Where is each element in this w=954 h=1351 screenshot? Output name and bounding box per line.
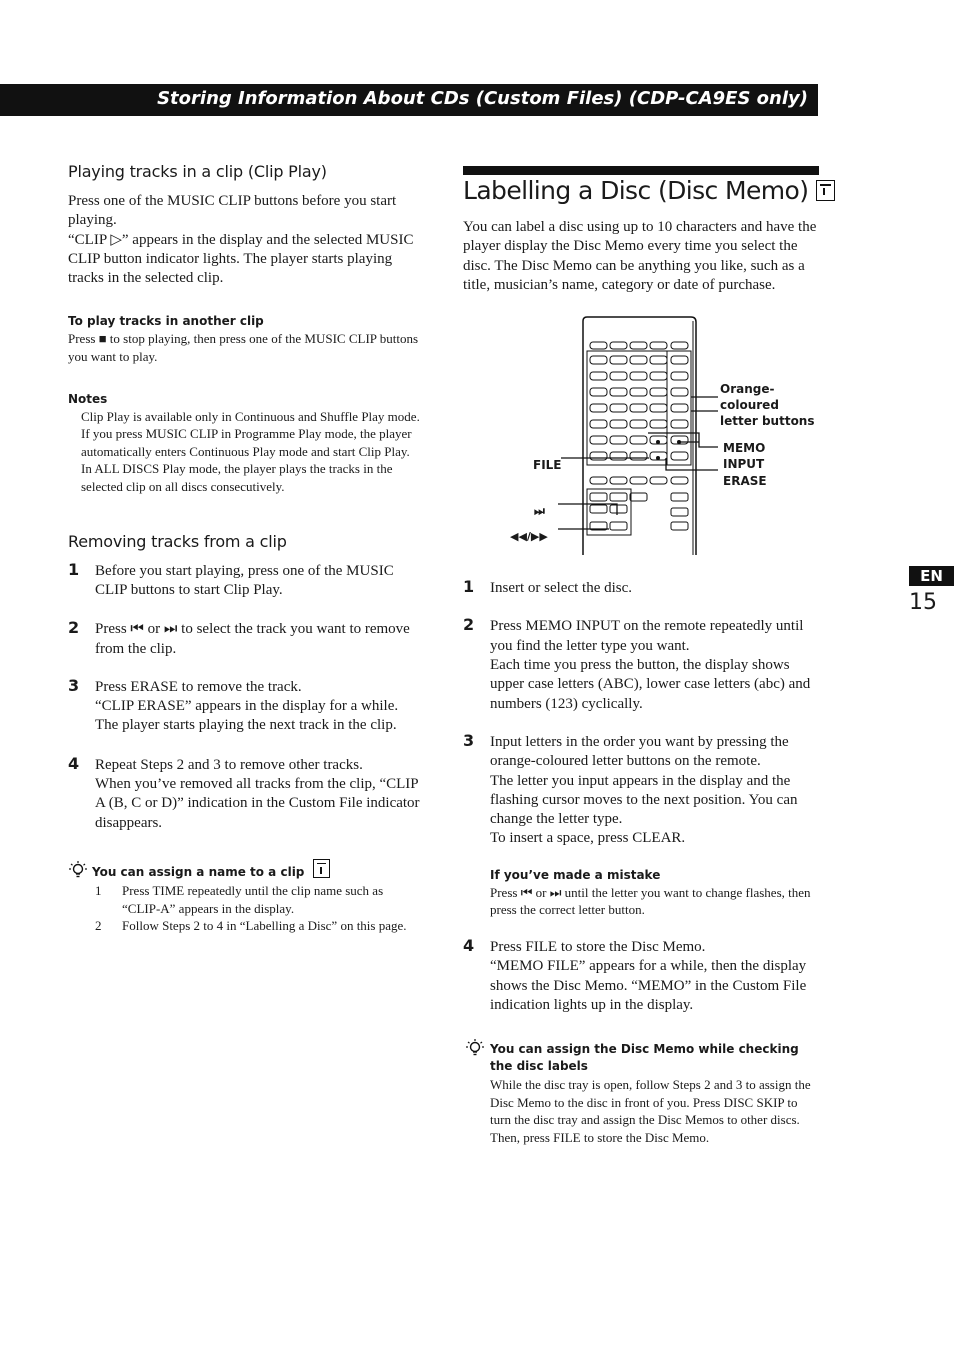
step-number: 2: [68, 618, 80, 638]
remote-button: [671, 404, 688, 412]
remote-button: [650, 388, 667, 396]
another-clip-text: Press ■ to stop playing, then press one of the MUSIC CLIP buttons you want to play.: [68, 331, 419, 365]
step-text: When you’ve removed all tracks from the clip, “CLIP A (B, C or D)” indication in the Custom File indicator disappears.: [95, 776, 420, 831]
remote-button: [630, 436, 647, 444]
rewind-forward-label: ◀◀/▶▶: [510, 530, 548, 544]
memo-input-label: MEMO INPUT: [723, 441, 766, 472]
disc-memo-step: [463, 579, 819, 598]
removing-step: [68, 620, 420, 659]
orange-buttons-label: Orange- coloured letter buttons: [720, 382, 815, 429]
clip-play-para2: “CLIP ▷” appears in the display and the selected MUSIC CLIP button indicator lights. The player starts playing tracks in the selected clip.: [68, 231, 414, 287]
remote-button: [650, 356, 667, 364]
step-text: Press ERASE to remove the track.: [95, 678, 302, 695]
removing-heading: Removing tracks from a clip: [68, 531, 287, 551]
removing-step: [68, 675, 420, 736]
step-text: Each time you press the button, the display shows upper case letters (ABC), lower case letters (abc) and numbers (123) cyclically.: [490, 657, 811, 712]
another-clip-heading: To play tracks in another clip: [68, 314, 264, 329]
page-number: 15: [909, 590, 937, 615]
lightbulb-icon: [465, 1038, 485, 1058]
remote-button: [610, 436, 627, 444]
tip-heading: You can assign the Disc Memo while checking the disc labels: [490, 1042, 799, 1074]
remote-button: [671, 388, 688, 396]
tip-list-item: 2 Follow Steps 2 to 4 in “Labelling a Disc” on this page.: [95, 918, 407, 934]
remote-button: [630, 452, 647, 460]
remote-button: [610, 452, 627, 460]
file-label: FILE: [533, 458, 562, 473]
remote-button: [590, 404, 607, 412]
step-number: 3: [68, 675, 80, 695]
remote-button: [590, 388, 607, 396]
remote-button: [610, 388, 627, 396]
remote-button: [610, 372, 627, 380]
erase-label: ERASE: [723, 474, 767, 489]
step-text: “CLIP ERASE” appears in the display for a while. The player starts playing the next track in the clip.: [95, 698, 399, 734]
step-number: 2: [463, 615, 475, 635]
removing-step: [68, 753, 420, 833]
notes-heading: Notes: [68, 391, 108, 406]
remote-button: [610, 420, 627, 428]
note-item: In ALL DISCS Play mode, the player plays the tracks in the selected clip on all discs consecutively.: [81, 461, 393, 495]
lightbulb-icon: [68, 860, 88, 880]
step-text: To insert a space, press CLEAR.: [490, 830, 686, 847]
section-banner: [0, 84, 818, 116]
tip-text: While the disc tray is open, follow Steps 2 and 3 to assign the Disc Memo to the disc in front of you. Press DISC SKIP to turn the disc tray and assign the Disc Memos to other discs. Then, press FILE to store the Disc Memo.: [490, 1077, 811, 1145]
remote-button: [610, 356, 627, 364]
remote-control-illustration: [463, 315, 819, 555]
disc-memo-step: [463, 730, 819, 849]
remote-button: [630, 404, 647, 412]
mistake-note: [463, 868, 819, 919]
step-number: 3: [463, 730, 475, 750]
mistake-heading: If you’ve made a mistake: [490, 867, 661, 882]
intro-text: You can label a disc using up to 10 characters and have the player display the Disc Memo every time you select the disc. The Disc Memo can be anything you like, such as a title, musician’s name, category or date of purchase.: [463, 219, 817, 293]
step-text: “MEMO FILE” appears for a while, then the display shows the Disc Memo. “MEMO” in the Custom File indication lights up in the display.: [490, 958, 807, 1013]
mistake-text: Press ⏮ or ⏭ until the letter you want to change flashes, then press the correct letter button.: [490, 884, 811, 918]
disc-memo-icon: [816, 180, 835, 201]
clip-play-para1: Press one of the MUSIC CLIP buttons before you start playing.: [68, 193, 397, 229]
remote-button: [650, 372, 667, 380]
next-label: ⏭: [534, 504, 545, 519]
disc-memo-tip: [463, 1041, 819, 1146]
tip-list-item: 1 Press TIME repeatedly until the clip name such as “CLIP-A” appears in the display.: [95, 882, 384, 916]
disc-memo-icon: [313, 859, 330, 878]
step-text: Input letters in the order you want by pressing the orange-coloured letter buttons on the remote.: [490, 733, 789, 770]
page-title: Labelling a Disc (Disc Memo): [463, 176, 809, 205]
remote-button: [671, 452, 688, 460]
step-text: Press ⏮ or ⏭ to select the track you want to remove from the clip.: [95, 621, 410, 657]
language-badge: EN: [909, 566, 954, 586]
remote-button: [590, 452, 607, 460]
remote-button: [590, 436, 607, 444]
clip-play-heading: Playing tracks in a clip (Clip Play): [68, 162, 327, 181]
right-column: [463, 166, 819, 1147]
remote-button: [630, 420, 647, 428]
step-text: Press MEMO INPUT on the remote repeatedly until you find the letter type you want.: [490, 618, 804, 654]
left-column: [68, 160, 420, 935]
remote-button: [671, 372, 688, 380]
remote-button: [630, 356, 647, 364]
section-title: Storing Information About CDs (Custom Files) (CDP-CA9ES only): [157, 88, 808, 109]
tip-heading: You can assign a name to a clip: [92, 864, 305, 879]
step-number: 1: [68, 559, 80, 579]
disc-memo-step: [463, 935, 819, 1015]
step-number: 4: [463, 935, 475, 955]
remote-button: [590, 356, 607, 364]
remote-button: [590, 372, 607, 380]
remote-button: [671, 420, 688, 428]
remote-button: [650, 420, 667, 428]
step-text: Press FILE to store the Disc Memo.: [490, 938, 706, 955]
step-number: 1: [463, 577, 475, 597]
remote-button: [650, 404, 667, 412]
remote-button: [671, 356, 688, 364]
step-text: Before you start playing, press one of the MUSIC CLIP buttons to start Clip Play.: [95, 562, 394, 598]
step-text: Insert or select the disc.: [490, 580, 633, 597]
remote-button: [590, 420, 607, 428]
remote-diagram: [463, 315, 819, 555]
note-item: Clip Play is available only in Continuous and Shuffle Play mode. If you press MUSIC CLIP in Programme Play mode, the player automatically enters Continuous Play mode and start Clip Play.: [81, 408, 420, 459]
remote-button: [630, 388, 647, 396]
step-text: Repeat Steps 2 and 3 to remove other tracks.: [95, 756, 363, 773]
title-rule: [463, 166, 819, 175]
remote-button: [610, 404, 627, 412]
remote-button: [630, 372, 647, 380]
clip-name-tip: [68, 859, 420, 935]
removing-step: [68, 559, 420, 601]
step-text: The letter you input appears in the display and the flashing cursor moves to the next position. You can change the letter type.: [490, 772, 798, 828]
step-number: 4: [68, 753, 80, 773]
disc-memo-step: [463, 617, 819, 713]
